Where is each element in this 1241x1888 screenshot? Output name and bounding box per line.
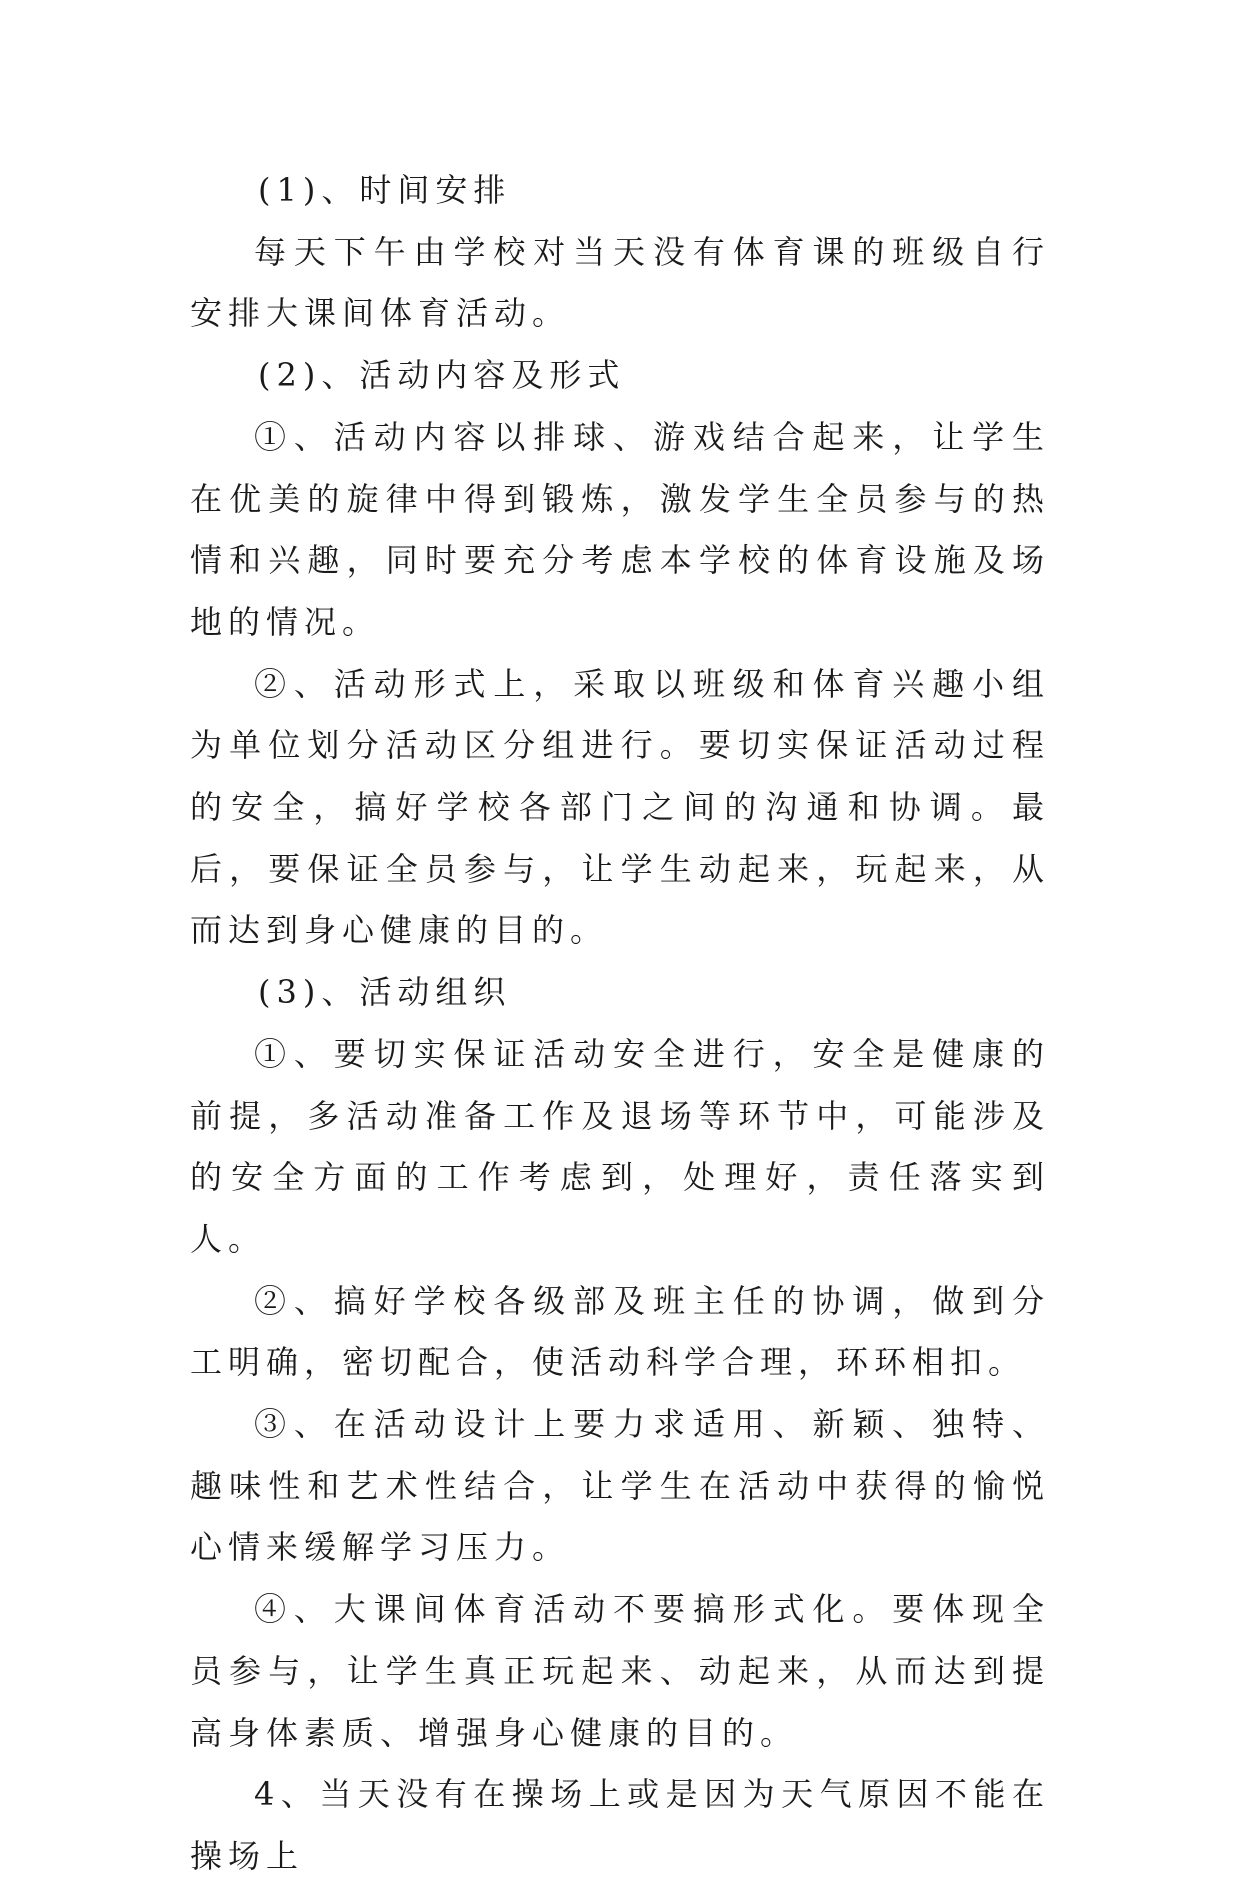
paragraph-organization-item-4: ④、大课间体育活动不要搞形式化。要体现全员参与，让学生真正玩起来、动起来，从而达到提高身体素质、增强身心健康的目的。 [190,1590,1050,1752]
paragraph-time-detail: 每天下午由学校对当天没有体育课的班级自行安排大课间体育活动。 [190,232,1050,333]
paragraph-item-4: 4、当天没有在操场上或是因为天气原因不能在操场上 [190,1775,1050,1875]
paragraph-organization-item-3: ③、在活动设计上要力求适用、新颖、独特、趣味性和艺术性结合，让学生在活动中获得的愉悦心情来缓解学习压力。 [190,1405,1050,1567]
paragraph-content-item-2: ②、活动形式上，采取以班级和体育兴趣小组为单位划分活动区分组进行。要切实保证活动过程的安全，搞好学校各部门之间的沟通和协调。最后，要保证全员参与，让学生动起来，玩起来，从而达到身心健康的目的。 [190,664,1050,950]
heading-organization: (3)、活动组织 [258,973,512,1012]
paragraph-content-item-1: ①、活动内容以排球、游戏结合起来，让学生在优美的旋律中得到锻炼，激发学生全员参与的热情和兴趣，同时要充分考虑本学校的体育设施及场地的情况。 [190,417,1050,641]
document-body [190,160,1050,1888]
paragraph-organization-item-1: ①、要切实保证活动安全进行，安全是健康的前提，多活动准备工作及退场等环节中，可能涉及的安全方面的工作考虑到，处理好，责任落实到人。 [190,1034,1050,1258]
paragraph-organization-item-2: ②、搞好学校各级部及班主任的协调，做到分工明确，密切配合，使活动科学合理，环环相扣。 [190,1281,1050,1382]
heading-time-arrangement: (1)、时间安排 [258,171,512,209]
heading-content-form: (2)、活动内容及形式 [258,356,626,395]
